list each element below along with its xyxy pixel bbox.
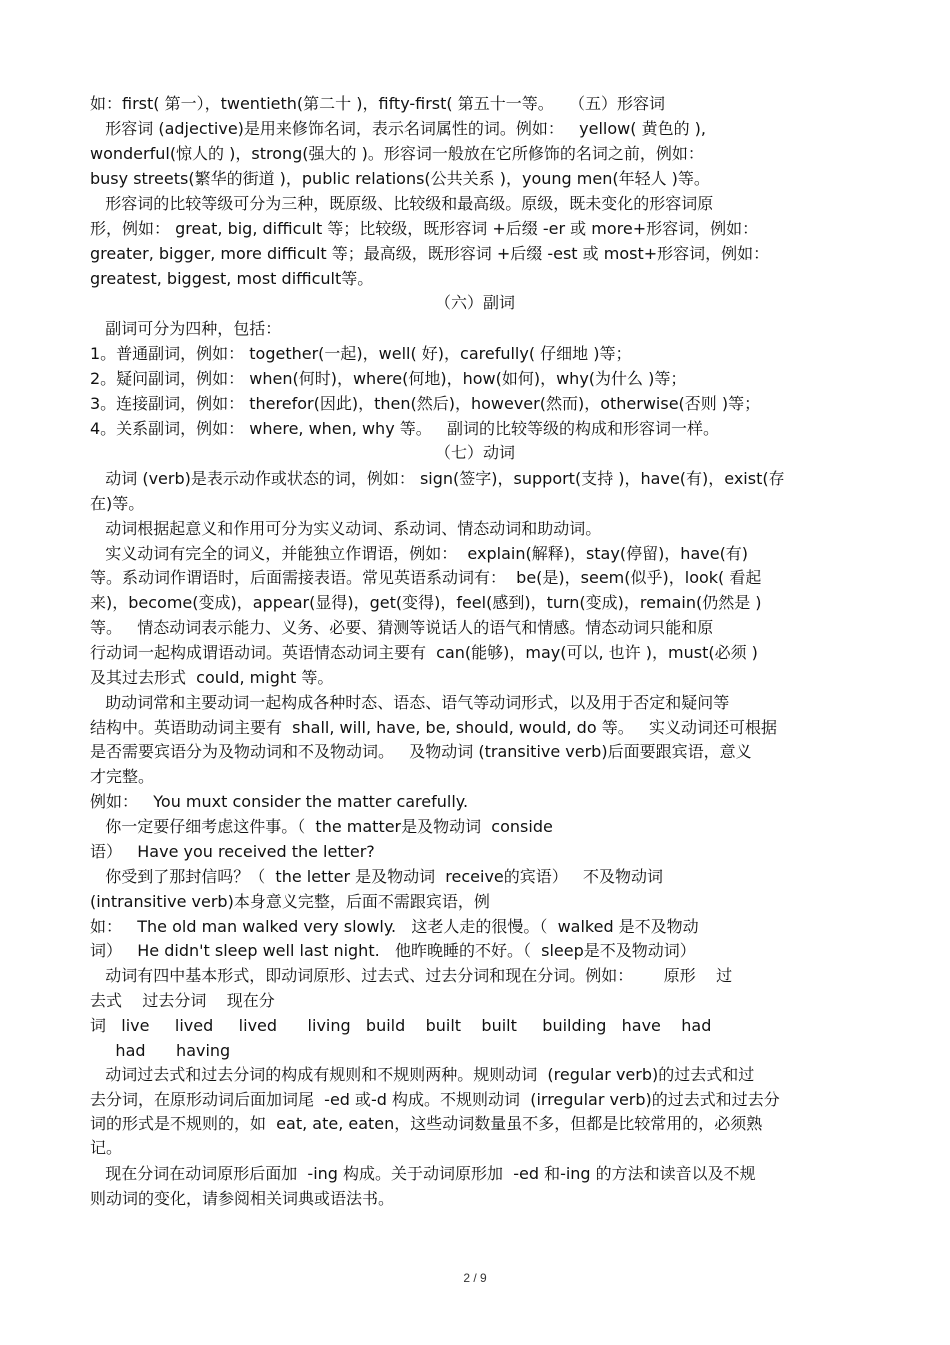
text-line: had having <box>90 1041 231 1060</box>
text-line: 行动词一起构成谓语动词。英语情态动词主要有 can(能够)，may(可以, 也许 )，must(必须 ) <box>90 643 758 662</box>
text-line: greater, bigger, more difficult 等；最高级，既形容词 +后缀 -est 或 most+形容词，例如： <box>90 244 770 263</box>
text-line: 形容词 (adjective)是用来修饰名词，表示名词属性的词。例如： yellow( 黄色的 ), <box>90 119 706 138</box>
text-line: 3。连接副词，例如： therefor(因此)，then(然后)，however(然而)，otherwise(否则 )等； <box>90 394 761 413</box>
text-line: 是否需要宾语分为及物动词和不及物动词。 及物动词 (transitive verb)后面要跟宾语，意义 <box>90 742 752 761</box>
page-number: 2 / 9 <box>463 1271 487 1285</box>
text-line: 才完整。 <box>90 767 155 786</box>
section-heading: （六）副词 <box>434 293 515 312</box>
section-heading: （七）动词 <box>434 443 515 462</box>
text-line: 现在分词在动词原形后面加 -ing 构成。关于动词原形加 -ed 和-ing 的方法和读音以及不规 <box>90 1164 756 1183</box>
text-line: 语） Have you received the letter? <box>90 842 375 861</box>
text-line: 你一定要仔细考虑这件事。（ the matter是及物动词 conside <box>90 817 553 836</box>
text-line: 2。疑问副词，例如： when(何时)，where(何地)，how(如何)，why(为什么 )等； <box>90 369 687 388</box>
text-line: greatest, biggest, most difficult等。 <box>90 269 374 288</box>
text-line: busy streets(繁华的街道 )，public relations(公共关系 )，young men(年轻人 )等。 <box>90 169 710 188</box>
text-line: 如：first( 第一），twentieth(第二十 )，fifty-first( 第五十一等。 （五）形容词 <box>90 94 666 113</box>
text-line: 如： The old man walked very slowly. 这老人走的很慢。（ walked 是不及物动 <box>90 917 699 936</box>
text-line: (intransitive verb)本身意义完整，后面不需跟宾语，例 <box>90 892 490 911</box>
text-line: 形容词的比较等级可分为三种，既原级、比较级和最高级。原级，既未变化的形容词原 <box>90 194 714 213</box>
text-line: 记。 <box>90 1138 123 1157</box>
text-line: 副词可分为四种，包括： <box>90 319 282 338</box>
text-line: 来)，become(变成)，appear(显得)，get(变得)，feel(感到)，turn(变成)，remain(仍然是 ) <box>90 593 762 612</box>
text-line: 4。关系副词，例如： where, when, why 等。 副词的比较等级的构成和形容词一样。 <box>90 419 720 438</box>
text-line: 结构中。英语助动词主要有 shall, will, have, be, should, would, do 等。 实义动词还可根据 <box>90 718 777 737</box>
text-line: 1。普通副词，例如： together(一起)，well( 好)，carefully( 仔细地 )等； <box>90 344 632 363</box>
text-line: 在)等。 <box>90 494 145 513</box>
text-line: 动词根据起意义和作用可分为实义动词、系动词、情态动词和助动词。 <box>90 519 602 538</box>
text-line: 等。系动词作谓语时，后面需接表语。常见英语系动词有： be(是)，seem(似乎)，look( 看起 <box>90 568 762 587</box>
text-line: 等。 情态动词表示能力、义务、必要、猜测等说话人的语气和情感。情态动词只能和原 <box>90 618 714 637</box>
text-line: 形，例如： great, big, difficult 等；比较级，既形容词 +后缀 -er 或 more+形容词，例如： <box>90 219 759 238</box>
text-line: 例如： You muxt consider the matter carefully. <box>90 792 469 811</box>
text-line: 词） He didn't sleep well last night. 他昨晚睡的不好。（ sleep是不及物动词） <box>90 941 696 960</box>
text-line: 你受到了那封信吗？（ the letter 是及物动词 receive的宾语） 不及物动词 <box>90 867 664 886</box>
text-line: 动词过去式和过去分词的构成有规则和不规则两种。规则动词 (regular verb)的过去式和过 <box>90 1065 755 1084</box>
text-line: 动词 (verb)是表示动作或状态的词，例如： sign(签字)，support(支持 )，have(有)，exist(存 <box>90 469 785 488</box>
text-line: 及其过去形式 could, might 等。 <box>90 668 334 687</box>
text-line: 去式 过去分词 现在分 <box>90 991 275 1010</box>
text-line: 助动词常和主要动词一起构成各种时态、语态、语气等动词形式，以及用于否定和疑问等 <box>90 693 730 712</box>
text-line: 去分词，在原形动词后面加词尾 -ed 或-d 构成。不规则动词 (irregular verb)的过去式和过去分 <box>90 1090 780 1109</box>
text-line: 词 live lived lived living build built built building have had <box>90 1016 712 1035</box>
text-line: 实义动词有完全的词义，并能独立作谓语，例如： explain(解释)，stay(停留)，have(有) <box>90 544 749 563</box>
text-line: 词的形式是不规则的，如 eat, ate, eaten，这些动词数量虽不多，但都是比较常用的，必须熟 <box>90 1114 763 1133</box>
text-line: 则动词的变化，请参阅相关词典或语法书。 <box>90 1189 395 1208</box>
text-line: wonderful(惊人的 )，strong(强大的 )。形容词一般放在它所修饰的名词之前，例如： <box>90 144 704 163</box>
text-line: 动词有四中基本形式，即动词原形、过去式、过去分词和现在分词。例如： 原形 过 <box>90 966 733 985</box>
